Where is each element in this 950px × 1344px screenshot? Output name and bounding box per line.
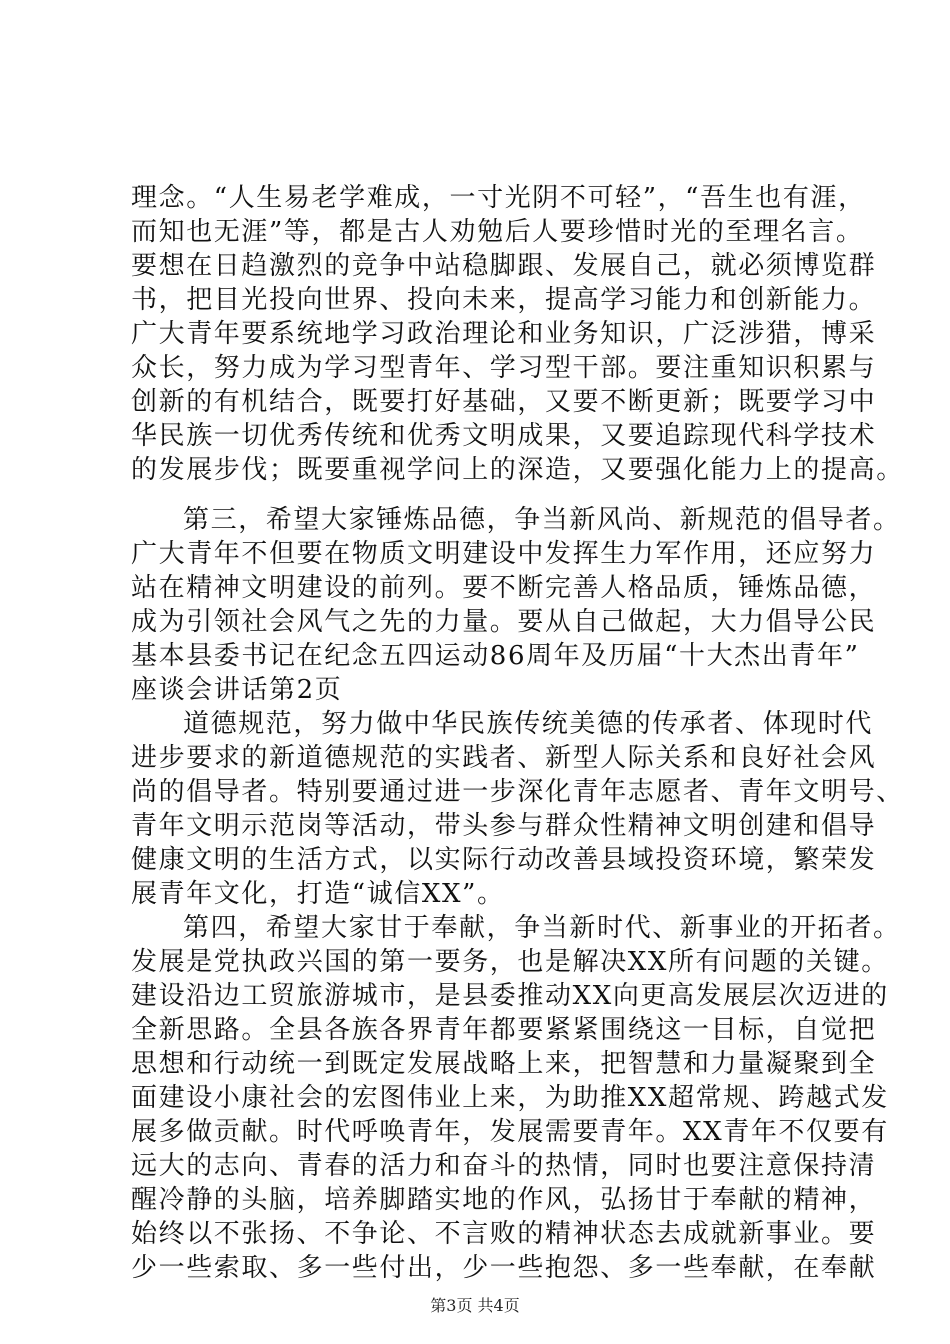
text-line: 书，把目光投向世界、投向未来，提高学习能力和创新能力。 (131, 285, 877, 315)
text-line: 尚的倡导者。特别要通过进一步深化青年志愿者、青年文明号、 (131, 777, 904, 807)
text-line: 思想和行动统一到既定发展战略上来，把智慧和力量凝聚到全 (131, 1049, 877, 1079)
text-line: 少一些索取、多一些付出，少一些抱怨、多一些奉献，在奉献 (131, 1253, 877, 1283)
text-line: 进步要求的新道德规范的实践者、新型人际关系和良好社会风 (131, 743, 877, 773)
text-line: 发展是党执政兴国的第一要务，也是解决XX所有问题的关键。 (131, 947, 889, 977)
text-line: 基本县委书记在纪念五四运动86周年及历届“十大杰出青年” (131, 641, 860, 671)
text-line: 创新的有机结合，既要打好基础，又要不断更新；既要学习中 (131, 387, 877, 417)
text-line: 座谈会讲话第2页 (131, 675, 343, 705)
text-line: 建设沿边工贸旅游城市，是县委推动XX向更高发展层次迈进的 (131, 981, 889, 1011)
page-number-footer: 第3页 共4页 (430, 1296, 520, 1315)
text-line: 健康文明的生活方式，以实际行动改善县域投资环境，繁荣发 (131, 845, 877, 875)
text-line: 众长，努力成为学习型青年、学习型干部。要注重知识积累与 (131, 353, 877, 383)
text-line: 广大青年要系统地学习政治理论和业务知识，广泛涉猎，博采 (131, 319, 877, 349)
text-line: 的发展步伐；既要重视学问上的深造，又要强化能力上的提高。 (131, 455, 904, 485)
text-line: 醒冷静的头脑，培养脚踏实地的作风，弘扬甘于奉献的精神， (131, 1185, 877, 1215)
text-line: 广大青年不但要在物质文明建设中发挥生力军作用，还应努力 (131, 539, 877, 569)
text-line: 面建设小康社会的宏图伟业上来，为助推XX超常规、跨越式发 (131, 1083, 889, 1113)
text-line: 全新思路。全县各族各界青年都要紧紧围绕这一目标，自觉把 (131, 1015, 877, 1045)
text-line: 远大的志向、青春的活力和奋斗的热情，同时也要注意保持清 (131, 1151, 877, 1181)
text-line: 道德规范，努力做中华民族传统美德的传承者、体现时代 (183, 709, 874, 739)
text-line: 展青年文化，打造“诚信XX”。 (131, 879, 505, 909)
text-line: 始终以不张扬、不争论、不言败的精神状态去成就新事业。要 (131, 1219, 877, 1249)
text-line: 理念。“人生易老学难成，一寸光阴不可轻”，“吾生也有涯， (131, 183, 866, 213)
text-line: 成为引领社会风气之先的力量。要从自己做起，大力倡导公民 (131, 607, 877, 637)
text-line: 要想在日趋激烈的竞争中站稳脚跟、发展自己，就必须博览群 (131, 251, 877, 281)
text-line: 华民族一切优秀传统和优秀文明成果，又要追踪现代科学技术 (131, 421, 877, 451)
text-line: 而知也无涯”等，都是古人劝勉后人要珍惜时光的至理名言。 (131, 217, 864, 247)
paragraph-heading-third: 第三，希望大家锤炼品德，争当新风尚、新规范的倡导者。 (183, 505, 901, 535)
paragraph-heading-fourth: 第四，希望大家甘于奉献，争当新时代、新事业的开拓者。 (183, 913, 901, 943)
text-line: 展多做贡献。时代呼唤青年，发展需要青年。XX青年不仅要有 (131, 1117, 889, 1147)
text-line: 站在精神文明建设的前列。要不断完善人格品质，锤炼品德， (131, 573, 877, 603)
text-line: 青年文明示范岗等活动，带头参与群众性精神文明创建和倡导 (131, 811, 877, 841)
